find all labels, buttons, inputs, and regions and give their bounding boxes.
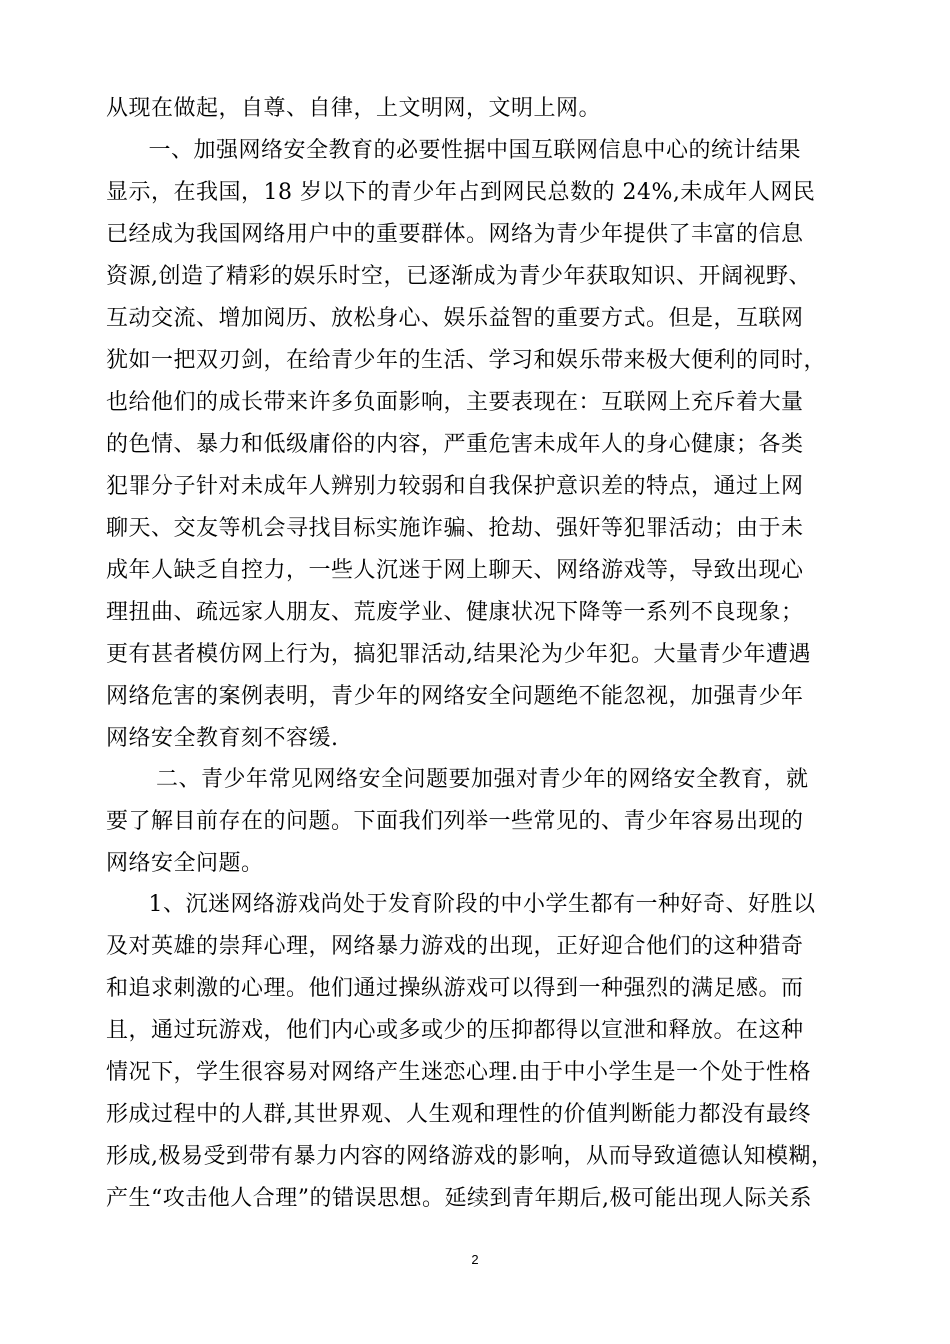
text-line: 互动交流、增加阅历、放松身心、娱乐益智的重要方式。但是，互联网: [106, 306, 804, 331]
text-line: 形成,极易受到带有暴力内容的网络游戏的影响，从而导致道德认知模糊，: [106, 1144, 834, 1169]
text-line: 网络安全教育刻不容缓.: [106, 726, 339, 751]
text-line: 网络危害的案例表明，青少年的网络安全问题绝不能忽视，加强青少年: [106, 684, 804, 709]
text-line: 形成过程中的人群,其世界观、人生观和理性的价值判断能力都没有最终: [106, 1102, 811, 1127]
text-line: 网络安全问题。: [106, 851, 264, 876]
text-line: 和追求刺激的心理。他们通过操纵游戏可以得到一种强烈的满足感。而: [106, 976, 804, 1001]
text-line: 理扭曲、疏远家人朋友、荒废学业、健康状况下降等一系列不良现象；: [106, 600, 804, 625]
text-line: 犯罪分子针对未成年人辨别力较弱和自我保护意识差的特点，通过上网: [106, 474, 804, 499]
text-line: 显示，在我国，18 岁以下的青少年占到网民总数的 24%,未成年人网民: [106, 180, 816, 205]
text-line: 且，通过玩游戏，他们内心或多或少的压抑都得以宣泄和释放。在这种: [106, 1018, 804, 1043]
text-line: 犹如一把双刃剑，在给青少年的生活、学习和娱乐带来极大便利的同时，: [106, 348, 827, 373]
text-line: 资源,创造了精彩的娱乐时空，已逐渐成为青少年获取知识、开阔视野、: [106, 264, 811, 289]
text-line: 也给他们的成长带来许多负面影响，主要表现在：互联网上充斥着大量: [106, 390, 804, 415]
page-number: 2: [471, 1252, 479, 1267]
text-line: 情况下，学生很容易对网络产生迷恋心理.由于中小学生是一个处于性格: [106, 1060, 811, 1085]
text-line: 聊天、交友等机会寻找目标实施诈骗、抢劫、强奸等犯罪活动；由于未: [106, 516, 804, 541]
text-line: 要了解目前存在的问题。下面我们列举一些常见的、青少年容易出现的: [106, 809, 804, 834]
text-line: 一、加强网络安全教育的必要性据中国互联网信息中心的统计结果: [126, 138, 802, 163]
text-line: 从现在做起，自尊、自律，上文明网，文明上网。: [106, 96, 602, 121]
text-line: 成年人缺乏自控力，一些人沉迷于网上聊天、网络游戏等，导致出现心: [106, 558, 804, 583]
text-line: 的色情、暴力和低级庸俗的内容，严重危害未成年人的身心健康；各类: [106, 432, 804, 457]
text-line: 更有甚者模仿网上行为，搞犯罪活动,结果沦为少年犯。大量青少年遭遇: [106, 642, 811, 667]
text-line: 1、沉迷网络游戏尚处于发育阶段的中小学生都有一种好奇、好胜以: [126, 892, 816, 917]
text-line: 及对英雄的崇拜心理，网络暴力游戏的出现，正好迎合他们的这种猎奇: [106, 934, 804, 959]
text-line: 产生“攻击他人合理”的错误思想。延续到青年期后,极可能出现人际关系: [106, 1186, 812, 1211]
text-line: 已经成为我国网络用户中的重要群体。网络为青少年提供了丰富的信息: [106, 222, 804, 247]
text-line: 二、青少年常见网络安全问题要加强对青少年的网络安全教育，就: [126, 767, 809, 792]
